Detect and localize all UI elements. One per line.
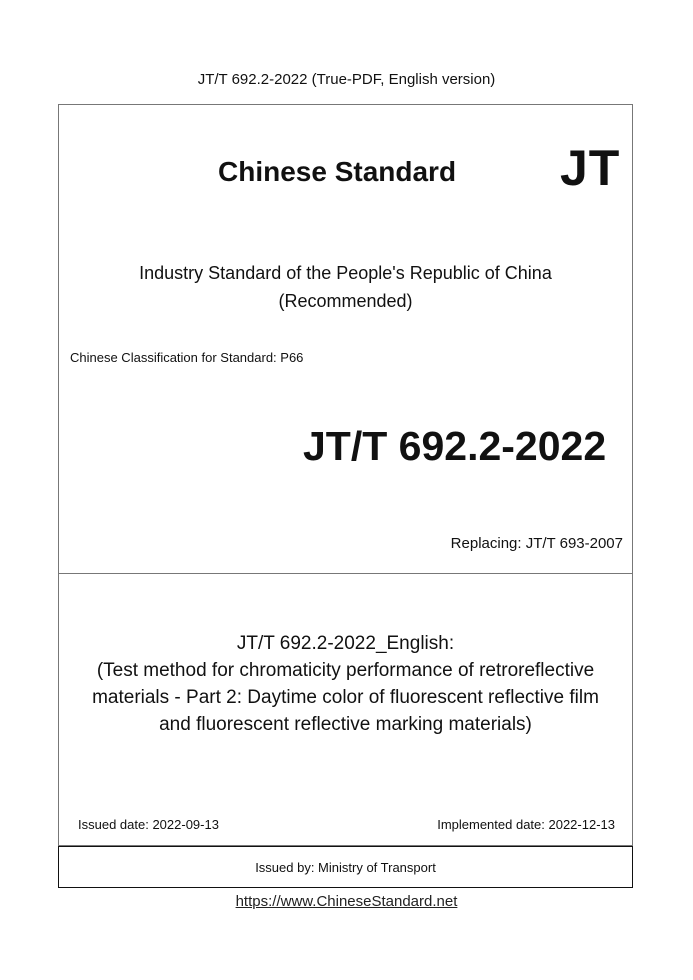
title-line-1: JT/T 692.2-2022_English: (236, 633, 455, 654)
chinese-standard-heading: Chinese Standard (218, 156, 457, 187)
title-line-4: and fluorescent reflective marking materials) (159, 714, 532, 735)
issuer-text: Issued by: Ministry of Transport (255, 859, 436, 875)
document-title (58, 630, 633, 738)
footer-link[interactable]: https://www.ChineseStandard.net (235, 893, 458, 910)
issuer-box (58, 846, 633, 888)
industry-standard-text (58, 259, 633, 315)
page-header: JT/T 692.2-2022 (True-PDF, English version) (197, 71, 496, 88)
title-line-2: (Test method for chromaticity performance of retroreflective (96, 660, 595, 681)
title-line-3: materials - Part 2: Daytime color of fluorescent reflective film (92, 687, 599, 708)
implemented-date: Implemented date: 2022-12-13 (437, 817, 615, 832)
issued-date: Issued date: 2022-09-13 (78, 817, 219, 832)
industry-line-1: Industry Standard of the People's Republic of China (139, 263, 552, 283)
replacing-text: Replacing: JT/T 693-2007 (450, 535, 623, 552)
jt-logo: JT (560, 140, 621, 196)
classification-text: Chinese Classification for Standard: P66 (70, 350, 304, 365)
industry-line-2: (Recommended) (278, 291, 413, 311)
standard-number: JT/T 692.2-2022 (303, 423, 607, 469)
